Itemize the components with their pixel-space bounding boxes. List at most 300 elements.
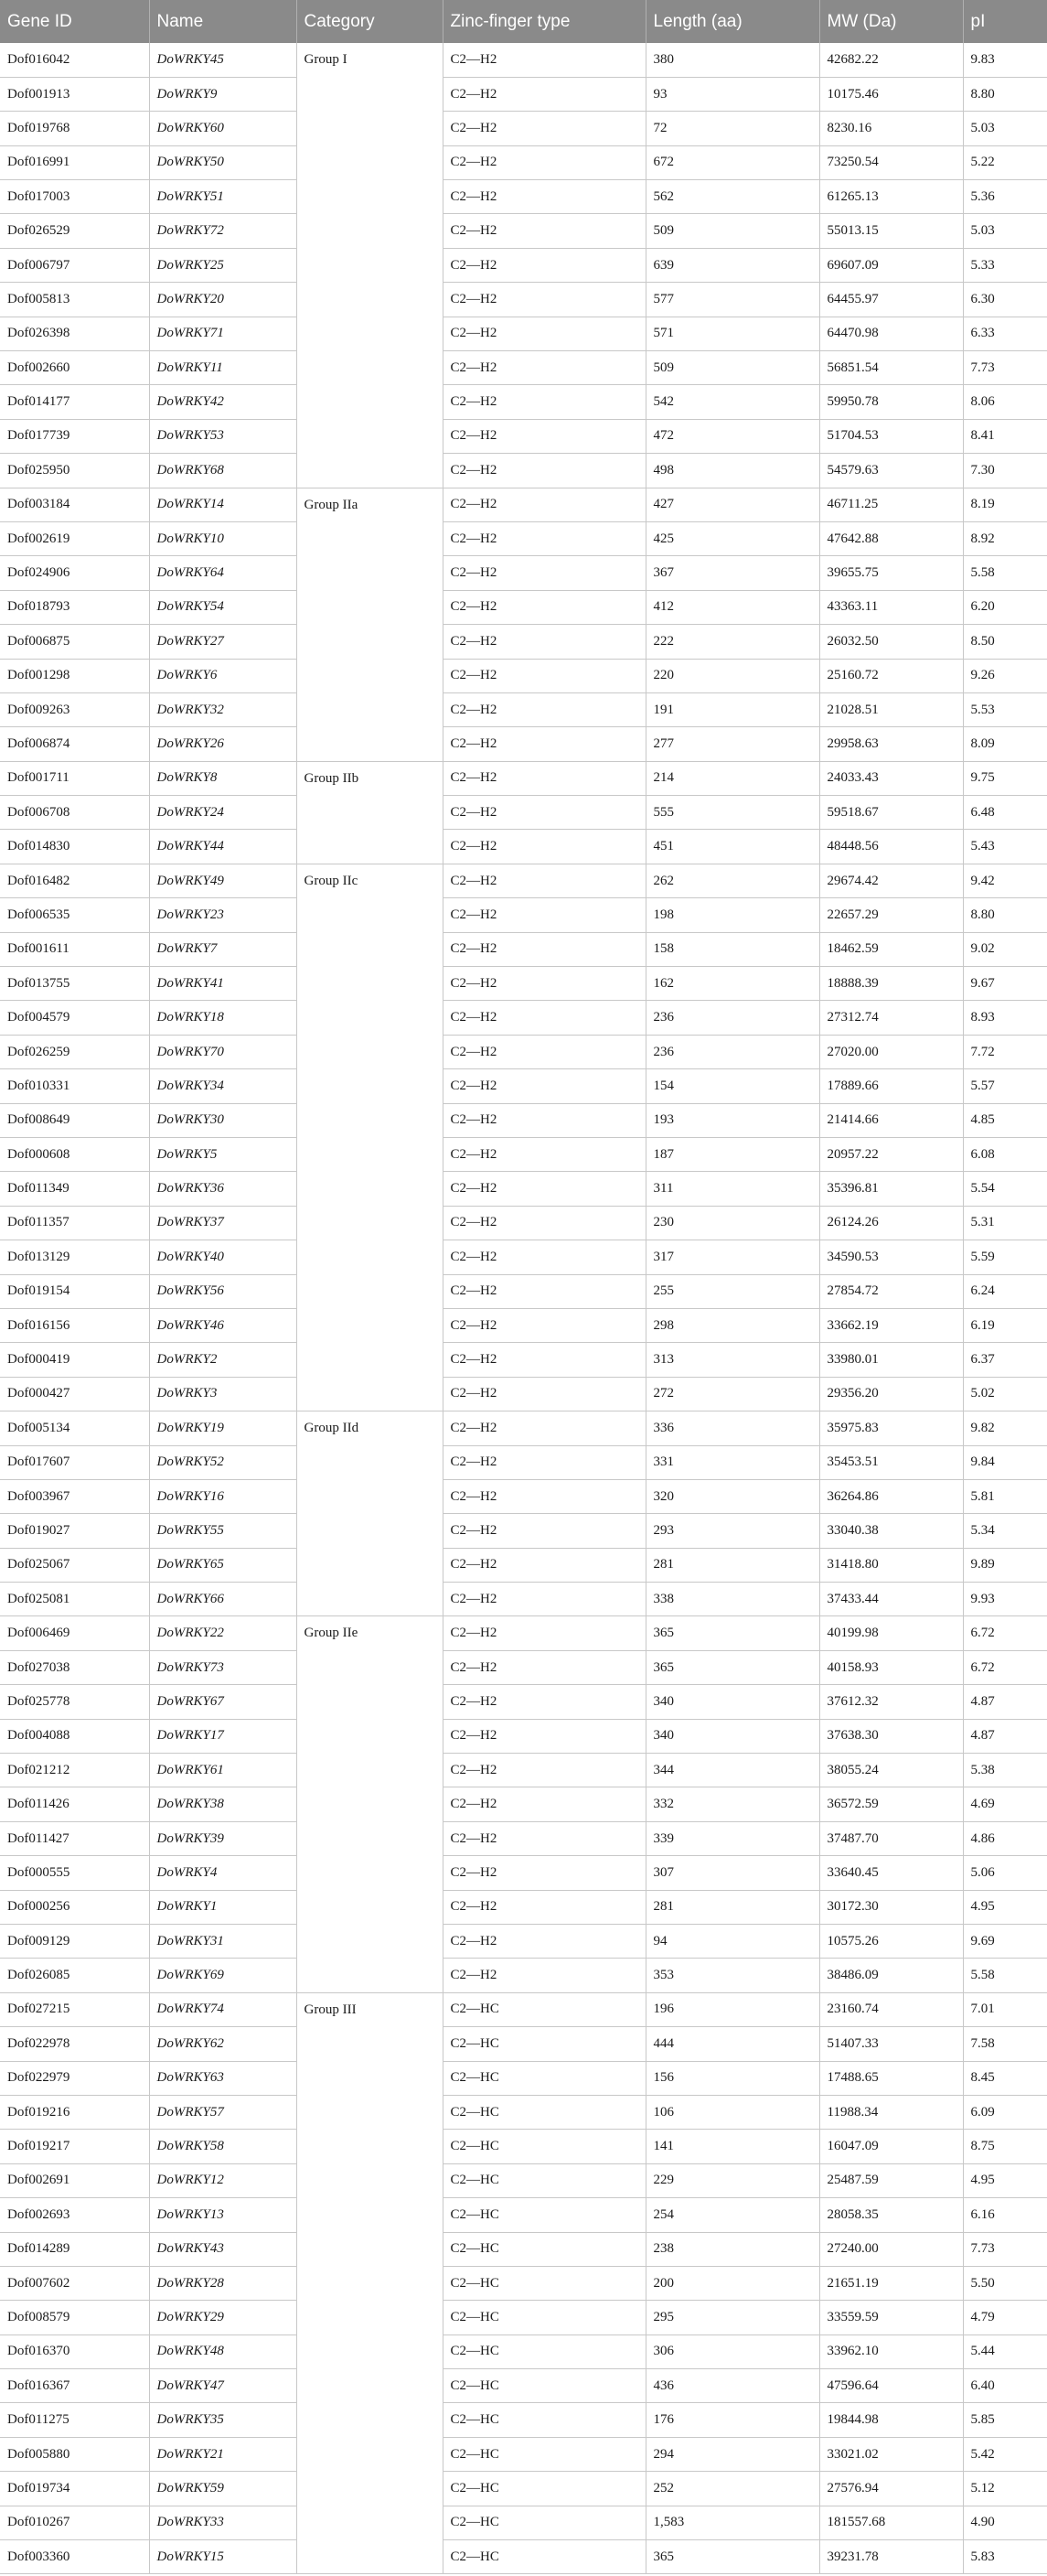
- zinc-finger-type-cell: C2—H2: [443, 590, 646, 624]
- table-row: [0, 1035, 1047, 1068]
- pi-cell: 6.24: [963, 1274, 1047, 1308]
- mw-cell: 28058.35: [819, 2198, 963, 2232]
- length-cell: 281: [646, 1548, 819, 1582]
- gene-name-cell: DoWRKY48: [149, 2334, 296, 2368]
- zinc-finger-type-cell: C2—HC: [443, 2130, 646, 2163]
- table-row: [0, 2130, 1047, 2163]
- gene-id-cell: Dof008579: [0, 2301, 149, 2334]
- gene-name-cell: DoWRKY69: [149, 1959, 296, 1992]
- pi-cell: 4.69: [963, 1787, 1047, 1821]
- table-row: [0, 488, 1047, 521]
- zinc-finger-type-cell: C2—H2: [443, 1479, 646, 1513]
- pi-cell: 9.83: [963, 43, 1047, 77]
- mw-cell: 37638.30: [819, 1719, 963, 1753]
- category-cell: Group IIc: [296, 864, 443, 1411]
- pi-cell: 6.20: [963, 590, 1047, 624]
- zinc-finger-type-cell: C2—H2: [443, 556, 646, 590]
- mw-cell: 26032.50: [819, 625, 963, 659]
- table-row: [0, 2301, 1047, 2334]
- zinc-finger-type-cell: C2—H2: [443, 43, 646, 77]
- gene-name-cell: DoWRKY51: [149, 180, 296, 214]
- gene-id-cell: Dof004088: [0, 1719, 149, 1753]
- pi-cell: 8.80: [963, 77, 1047, 111]
- gene-id-cell: Dof000427: [0, 1377, 149, 1411]
- table-row: [0, 2472, 1047, 2506]
- zinc-finger-type-cell: C2—HC: [443, 2027, 646, 2061]
- table-row: [0, 1787, 1047, 1821]
- table-row: [0, 1138, 1047, 1172]
- gene-name-cell: DoWRKY21: [149, 2437, 296, 2471]
- zinc-finger-type-cell: C2—H2: [443, 796, 646, 830]
- length-cell: 176: [646, 2403, 819, 2437]
- gene-id-cell: Dof013129: [0, 1240, 149, 1274]
- table-row: [0, 1514, 1047, 1548]
- table-row: [0, 2540, 1047, 2574]
- gene-id-cell: Dof000555: [0, 1856, 149, 1890]
- length-cell: 154: [646, 1069, 819, 1103]
- gene-name-cell: DoWRKY8: [149, 761, 296, 795]
- length-cell: 156: [646, 2061, 819, 2095]
- mw-cell: 69607.09: [819, 248, 963, 282]
- gene-name-cell: DoWRKY26: [149, 727, 296, 761]
- gene-id-cell: Dof013755: [0, 967, 149, 1001]
- mw-cell: 36572.59: [819, 1787, 963, 1821]
- gene-id-cell: Dof014289: [0, 2232, 149, 2266]
- table-row: [0, 1754, 1047, 1787]
- length-cell: 542: [646, 385, 819, 419]
- table-row: [0, 77, 1047, 111]
- mw-cell: 18888.39: [819, 967, 963, 1001]
- zinc-finger-type-cell: C2—H2: [443, 1240, 646, 1274]
- length-cell: 93: [646, 77, 819, 111]
- pi-cell: 9.67: [963, 967, 1047, 1001]
- gene-id-cell: Dof016991: [0, 145, 149, 179]
- zinc-finger-type-cell: C2—H2: [443, 1959, 646, 1992]
- gene-id-cell: Dof016367: [0, 2369, 149, 2403]
- gene-id-cell: Dof025067: [0, 1548, 149, 1582]
- length-cell: 158: [646, 932, 819, 966]
- mw-cell: 17889.66: [819, 1069, 963, 1103]
- gene-id-cell: Dof026398: [0, 317, 149, 350]
- table-row: [0, 2027, 1047, 2061]
- length-cell: 230: [646, 1206, 819, 1240]
- pi-cell: 8.75: [963, 2130, 1047, 2163]
- gene-id-cell: Dof006875: [0, 625, 149, 659]
- zinc-finger-type-cell: C2—H2: [443, 830, 646, 864]
- mw-cell: 54579.63: [819, 454, 963, 488]
- mw-cell: 20957.22: [819, 1138, 963, 1172]
- mw-cell: 29958.63: [819, 727, 963, 761]
- pi-cell: 6.72: [963, 1616, 1047, 1650]
- header-name: Name: [149, 0, 296, 43]
- length-cell: 187: [646, 1138, 819, 1172]
- gene-name-cell: DoWRKY47: [149, 2369, 296, 2403]
- table-row: [0, 1377, 1047, 1411]
- length-cell: 238: [646, 2232, 819, 2266]
- length-cell: 295: [646, 2301, 819, 2334]
- table-row: [0, 659, 1047, 692]
- gene-id-cell: Dof019216: [0, 2095, 149, 2129]
- mw-cell: 27240.00: [819, 2232, 963, 2266]
- gene-name-cell: DoWRKY2: [149, 1343, 296, 1377]
- pi-cell: 6.48: [963, 796, 1047, 830]
- length-cell: 272: [646, 1377, 819, 1411]
- length-cell: 344: [646, 1754, 819, 1787]
- table-row: [0, 1856, 1047, 1890]
- pi-cell: 5.33: [963, 248, 1047, 282]
- gene-name-cell: DoWRKY20: [149, 283, 296, 317]
- gene-id-cell: Dof025081: [0, 1583, 149, 1616]
- table-body: [0, 43, 1047, 2574]
- gene-id-cell: Dof024906: [0, 556, 149, 590]
- length-cell: 365: [646, 1650, 819, 1684]
- gene-id-cell: Dof009129: [0, 1924, 149, 1958]
- gene-id-cell: Dof011426: [0, 1787, 149, 1821]
- length-cell: 451: [646, 830, 819, 864]
- zinc-finger-type-cell: C2—H2: [443, 283, 646, 317]
- pi-cell: 6.19: [963, 1308, 1047, 1342]
- pi-cell: 5.53: [963, 692, 1047, 726]
- gene-name-cell: DoWRKY31: [149, 1924, 296, 1958]
- gene-id-cell: Dof001611: [0, 932, 149, 966]
- length-cell: 332: [646, 1787, 819, 1821]
- gene-name-cell: DoWRKY57: [149, 2095, 296, 2129]
- length-cell: 252: [646, 2472, 819, 2506]
- table-row: [0, 967, 1047, 1001]
- gene-name-cell: DoWRKY6: [149, 659, 296, 692]
- length-cell: 236: [646, 1035, 819, 1068]
- gene-name-cell: DoWRKY5: [149, 1138, 296, 1172]
- mw-cell: 27312.74: [819, 1001, 963, 1035]
- gene-name-cell: DoWRKY27: [149, 625, 296, 659]
- gene-name-cell: DoWRKY40: [149, 1240, 296, 1274]
- table-header-row: [0, 0, 1047, 43]
- length-cell: 340: [646, 1685, 819, 1719]
- gene-id-cell: Dof017003: [0, 180, 149, 214]
- mw-cell: 35975.83: [819, 1411, 963, 1445]
- gene-id-cell: Dof016482: [0, 864, 149, 897]
- table-row: [0, 317, 1047, 350]
- gene-id-cell: Dof018793: [0, 590, 149, 624]
- table-row: [0, 419, 1047, 453]
- mw-cell: 37612.32: [819, 1685, 963, 1719]
- zinc-finger-type-cell: C2—H2: [443, 1069, 646, 1103]
- table-row: [0, 2163, 1047, 2197]
- mw-cell: 33021.02: [819, 2437, 963, 2471]
- table-row: [0, 180, 1047, 214]
- gene-name-cell: DoWRKY16: [149, 1479, 296, 1513]
- gene-id-cell: Dof000419: [0, 1343, 149, 1377]
- pi-cell: 5.22: [963, 145, 1047, 179]
- category-cell: Group IIe: [296, 1616, 443, 1992]
- table-row: [0, 283, 1047, 317]
- gene-id-cell: Dof025950: [0, 454, 149, 488]
- gene-id-cell: Dof019154: [0, 1274, 149, 1308]
- pi-cell: 4.87: [963, 1685, 1047, 1719]
- length-cell: 229: [646, 2163, 819, 2197]
- zinc-finger-type-cell: C2—H2: [443, 932, 646, 966]
- table-row: [0, 1548, 1047, 1582]
- zinc-finger-type-cell: C2—H2: [443, 1616, 646, 1650]
- zinc-finger-type-cell: C2—H2: [443, 1138, 646, 1172]
- mw-cell: 181557.68: [819, 2506, 963, 2539]
- gene-name-cell: DoWRKY45: [149, 43, 296, 77]
- zinc-finger-type-cell: C2—H2: [443, 761, 646, 795]
- pi-cell: 9.93: [963, 1583, 1047, 1616]
- pi-cell: 4.86: [963, 1821, 1047, 1855]
- table-row: [0, 864, 1047, 897]
- mw-cell: 55013.15: [819, 214, 963, 248]
- zinc-finger-type-cell: C2—H2: [443, 1924, 646, 1958]
- table-row: [0, 1172, 1047, 1206]
- table-row: [0, 2369, 1047, 2403]
- pi-cell: 8.19: [963, 488, 1047, 521]
- length-cell: 365: [646, 2540, 819, 2574]
- length-cell: 254: [646, 2198, 819, 2232]
- table-row: [0, 2403, 1047, 2437]
- zinc-finger-type-cell: C2—HC: [443, 2437, 646, 2471]
- length-cell: 320: [646, 1479, 819, 1513]
- length-cell: 255: [646, 1274, 819, 1308]
- length-cell: 222: [646, 625, 819, 659]
- zinc-finger-type-cell: C2—HC: [443, 2506, 646, 2539]
- pi-cell: 5.44: [963, 2334, 1047, 2368]
- zinc-finger-type-cell: C2—H2: [443, 317, 646, 350]
- zinc-finger-type-cell: C2—H2: [443, 488, 646, 521]
- mw-cell: 25160.72: [819, 659, 963, 692]
- gene-id-cell: Dof006469: [0, 1616, 149, 1650]
- length-cell: 562: [646, 180, 819, 214]
- zinc-finger-type-cell: C2—H2: [443, 77, 646, 111]
- gene-id-cell: Dof003184: [0, 488, 149, 521]
- mw-cell: 38055.24: [819, 1754, 963, 1787]
- gene-id-cell: Dof025778: [0, 1685, 149, 1719]
- gene-name-cell: DoWRKY36: [149, 1172, 296, 1206]
- table-row: [0, 1890, 1047, 1924]
- mw-cell: 36264.86: [819, 1479, 963, 1513]
- gene-name-cell: DoWRKY29: [149, 2301, 296, 2334]
- table-row: [0, 1069, 1047, 1103]
- length-cell: 294: [646, 2437, 819, 2471]
- pi-cell: 4.95: [963, 1890, 1047, 1924]
- table-row: [0, 796, 1047, 830]
- length-cell: 220: [646, 659, 819, 692]
- zinc-finger-type-cell: C2—HC: [443, 2095, 646, 2129]
- gene-id-cell: Dof011349: [0, 1172, 149, 1206]
- length-cell: 509: [646, 351, 819, 385]
- mw-cell: 39231.78: [819, 2540, 963, 2574]
- gene-id-cell: Dof017607: [0, 1445, 149, 1479]
- length-cell: 339: [646, 1821, 819, 1855]
- gene-name-cell: DoWRKY68: [149, 454, 296, 488]
- mw-cell: 64470.98: [819, 317, 963, 350]
- table-row: [0, 454, 1047, 488]
- length-cell: 338: [646, 1583, 819, 1616]
- mw-cell: 21414.66: [819, 1103, 963, 1137]
- length-cell: 427: [646, 488, 819, 521]
- header-gene-id: Gene ID: [0, 0, 149, 43]
- zinc-finger-type-cell: C2—HC: [443, 2472, 646, 2506]
- pi-cell: 6.16: [963, 2198, 1047, 2232]
- table-row: [0, 556, 1047, 590]
- zinc-finger-type-cell: C2—H2: [443, 1754, 646, 1787]
- zinc-finger-type-cell: C2—H2: [443, 1685, 646, 1719]
- gene-id-cell: Dof011357: [0, 1206, 149, 1240]
- gene-id-cell: Dof021212: [0, 1754, 149, 1787]
- length-cell: 191: [646, 692, 819, 726]
- mw-cell: 21651.19: [819, 2266, 963, 2300]
- gene-id-cell: Dof026085: [0, 1959, 149, 1992]
- mw-cell: 16047.09: [819, 2130, 963, 2163]
- mw-cell: 27020.00: [819, 1035, 963, 1068]
- pi-cell: 6.09: [963, 2095, 1047, 2129]
- length-cell: 293: [646, 1514, 819, 1548]
- zinc-finger-type-cell: C2—H2: [443, 112, 646, 145]
- gene-id-cell: Dof014177: [0, 385, 149, 419]
- zinc-finger-type-cell: C2—HC: [443, 1992, 646, 2026]
- length-cell: 141: [646, 2130, 819, 2163]
- mw-cell: 39655.75: [819, 556, 963, 590]
- table-row: [0, 112, 1047, 145]
- category-cell: Group IId: [296, 1411, 443, 1616]
- length-cell: 236: [646, 1001, 819, 1035]
- table-row: [0, 1411, 1047, 1445]
- length-cell: 340: [646, 1719, 819, 1753]
- zinc-finger-type-cell: C2—H2: [443, 145, 646, 179]
- length-cell: 307: [646, 1856, 819, 1890]
- table-row: [0, 214, 1047, 248]
- gene-name-cell: DoWRKY22: [149, 1616, 296, 1650]
- gene-name-cell: DoWRKY54: [149, 590, 296, 624]
- mw-cell: 10575.26: [819, 1924, 963, 1958]
- gene-name-cell: DoWRKY67: [149, 1685, 296, 1719]
- gene-name-cell: DoWRKY49: [149, 864, 296, 897]
- mw-cell: 22657.29: [819, 898, 963, 932]
- pi-cell: 8.45: [963, 2061, 1047, 2095]
- gene-id-cell: Dof016042: [0, 43, 149, 77]
- table-row: [0, 1992, 1047, 2026]
- gene-name-cell: DoWRKY63: [149, 2061, 296, 2095]
- zinc-finger-type-cell: C2—H2: [443, 1650, 646, 1684]
- pi-cell: 7.73: [963, 2232, 1047, 2266]
- gene-id-cell: Dof005134: [0, 1411, 149, 1445]
- length-cell: 94: [646, 1924, 819, 1958]
- gene-name-cell: DoWRKY11: [149, 351, 296, 385]
- zinc-finger-type-cell: C2—HC: [443, 2540, 646, 2574]
- gene-id-cell: Dof026259: [0, 1035, 149, 1068]
- zinc-finger-type-cell: C2—H2: [443, 1035, 646, 1068]
- pi-cell: 4.85: [963, 1103, 1047, 1137]
- mw-cell: 61265.13: [819, 180, 963, 214]
- length-cell: 196: [646, 1992, 819, 2026]
- gene-id-cell: Dof027215: [0, 1992, 149, 2026]
- length-cell: 365: [646, 1616, 819, 1650]
- length-cell: 367: [646, 556, 819, 590]
- zinc-finger-type-cell: C2—H2: [443, 1411, 646, 1445]
- gene-id-cell: Dof011427: [0, 1821, 149, 1855]
- length-cell: 336: [646, 1411, 819, 1445]
- gene-name-cell: DoWRKY70: [149, 1035, 296, 1068]
- zinc-finger-type-cell: C2—H2: [443, 419, 646, 453]
- mw-cell: 51407.33: [819, 2027, 963, 2061]
- zinc-finger-type-cell: C2—H2: [443, 1583, 646, 1616]
- gene-id-cell: Dof016370: [0, 2334, 149, 2368]
- table-row: [0, 2198, 1047, 2232]
- gene-name-cell: DoWRKY9: [149, 77, 296, 111]
- pi-cell: 6.30: [963, 283, 1047, 317]
- pi-cell: 6.72: [963, 1650, 1047, 1684]
- length-cell: 277: [646, 727, 819, 761]
- pi-cell: 7.73: [963, 351, 1047, 385]
- mw-cell: 59518.67: [819, 796, 963, 830]
- gene-id-cell: Dof001711: [0, 761, 149, 795]
- pi-cell: 5.06: [963, 1856, 1047, 1890]
- pi-cell: 5.50: [963, 2266, 1047, 2300]
- mw-cell: 47642.88: [819, 521, 963, 555]
- table-row: [0, 727, 1047, 761]
- gene-id-cell: Dof001913: [0, 77, 149, 111]
- gene-name-cell: DoWRKY42: [149, 385, 296, 419]
- gene-name-cell: DoWRKY19: [149, 1411, 296, 1445]
- pi-cell: 9.69: [963, 1924, 1047, 1958]
- table-row: [0, 2232, 1047, 2266]
- gene-name-cell: DoWRKY73: [149, 1650, 296, 1684]
- table-row: [0, 1240, 1047, 1274]
- gene-id-cell: Dof004579: [0, 1001, 149, 1035]
- zinc-finger-type-cell: C2—H2: [443, 1445, 646, 1479]
- gene-name-cell: DoWRKY60: [149, 112, 296, 145]
- pi-cell: 9.42: [963, 864, 1047, 897]
- table-row: [0, 1616, 1047, 1650]
- header-pi: pI: [963, 0, 1047, 43]
- mw-cell: 31418.80: [819, 1548, 963, 1582]
- mw-cell: 48448.56: [819, 830, 963, 864]
- table-row: [0, 2061, 1047, 2095]
- pi-cell: 5.42: [963, 2437, 1047, 2471]
- category-cell: Group III: [296, 1992, 443, 2574]
- zinc-finger-type-cell: C2—HC: [443, 2301, 646, 2334]
- length-cell: 311: [646, 1172, 819, 1206]
- gene-name-cell: DoWRKY30: [149, 1103, 296, 1137]
- table-row: [0, 385, 1047, 419]
- mw-cell: 34590.53: [819, 1240, 963, 1274]
- mw-cell: 33559.59: [819, 2301, 963, 2334]
- length-cell: 353: [646, 1959, 819, 1992]
- pi-cell: 5.81: [963, 1479, 1047, 1513]
- gene-id-cell: Dof026529: [0, 214, 149, 248]
- category-cell: Group I: [296, 43, 443, 488]
- zinc-finger-type-cell: C2—H2: [443, 898, 646, 932]
- header-mw: MW (Da): [819, 0, 963, 43]
- category-cell: Group IIb: [296, 761, 443, 864]
- zinc-finger-type-cell: C2—H2: [443, 1548, 646, 1582]
- pi-cell: 5.85: [963, 2403, 1047, 2437]
- table-row: [0, 2437, 1047, 2471]
- mw-cell: 24033.43: [819, 761, 963, 795]
- gene-name-cell: DoWRKY52: [149, 1445, 296, 1479]
- gene-name-cell: DoWRKY43: [149, 2232, 296, 2266]
- table-row: [0, 1308, 1047, 1342]
- pi-cell: 7.72: [963, 1035, 1047, 1068]
- zinc-finger-type-cell: C2—H2: [443, 1308, 646, 1342]
- zinc-finger-type-cell: C2—H2: [443, 727, 646, 761]
- length-cell: 571: [646, 317, 819, 350]
- gene-name-cell: DoWRKY34: [149, 1069, 296, 1103]
- length-cell: 162: [646, 967, 819, 1001]
- table-row: [0, 2334, 1047, 2368]
- gene-name-cell: DoWRKY74: [149, 1992, 296, 2026]
- mw-cell: 38486.09: [819, 1959, 963, 1992]
